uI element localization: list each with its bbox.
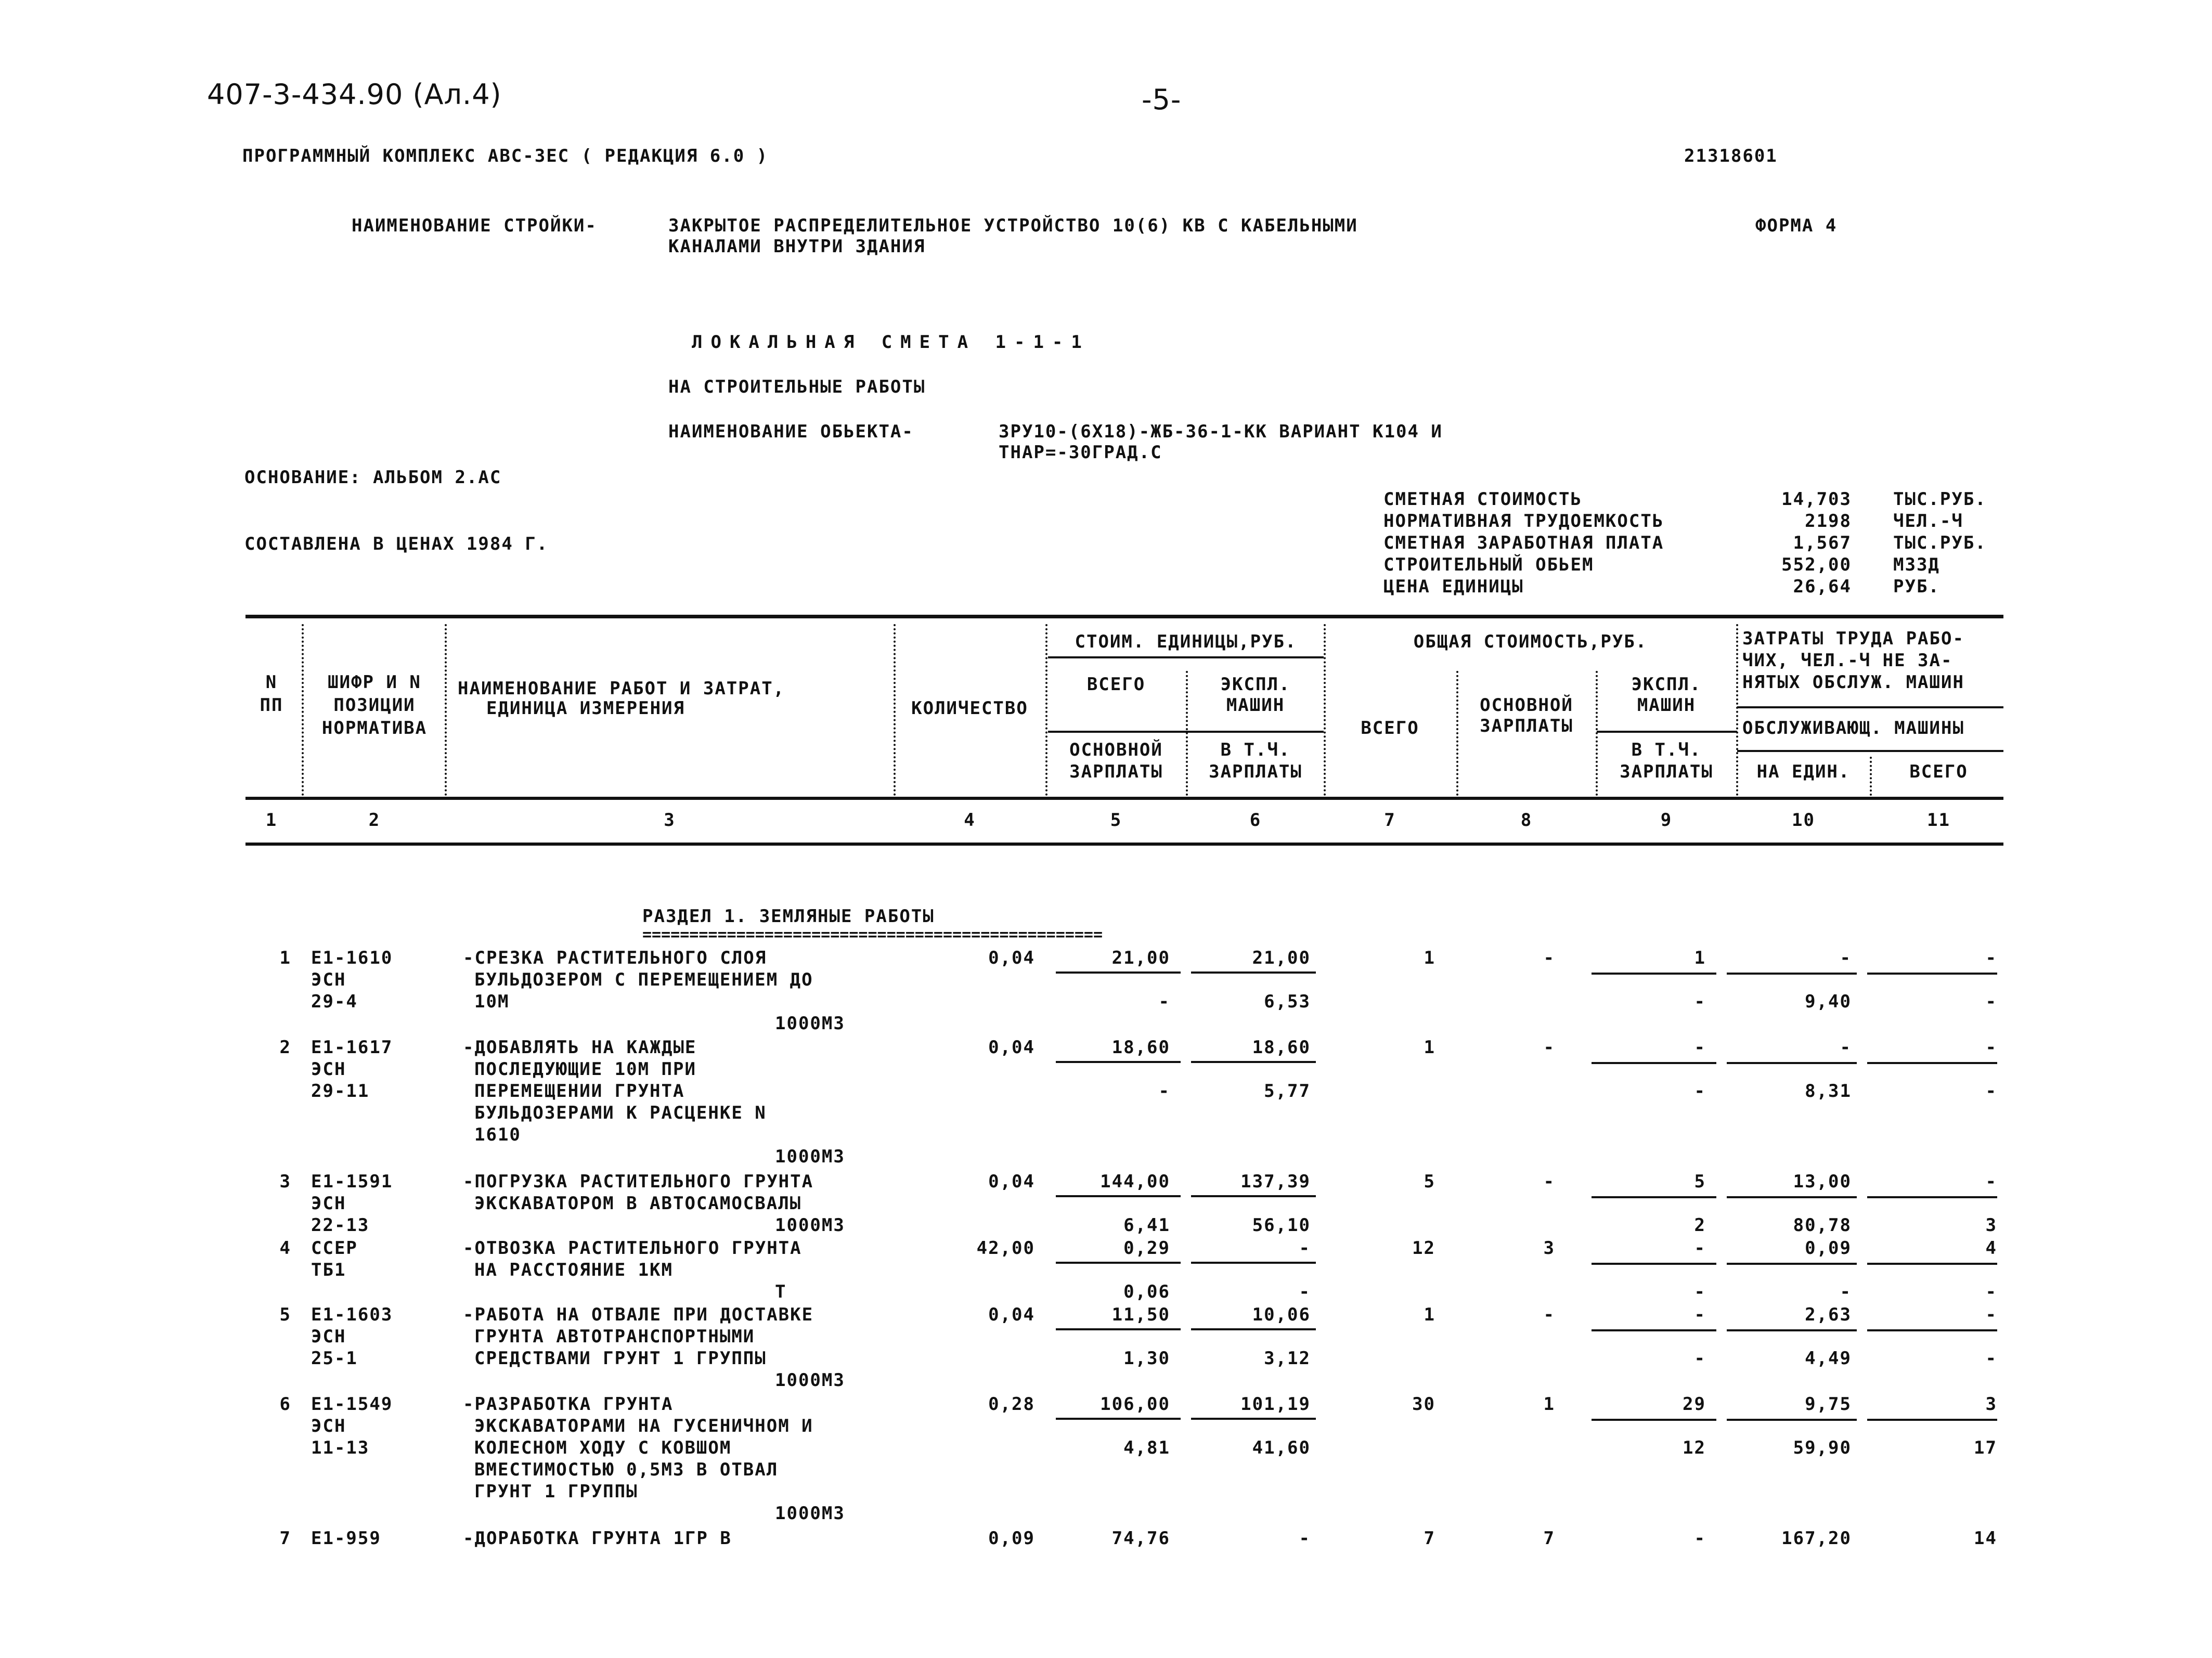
summary-value: 1,567 <box>1793 533 1852 553</box>
labor-unit: 0,09 <box>1805 1238 1852 1259</box>
total-ekspl: 1 <box>1694 948 1706 968</box>
labor-unit-service: 9,40 <box>1805 991 1852 1012</box>
row-rule <box>1592 973 1716 975</box>
row-rule <box>1191 972 1316 974</box>
total-ekspl: 29 <box>1683 1394 1706 1415</box>
labor-unit: 9,75 <box>1805 1394 1852 1415</box>
column-number: 4 <box>964 810 976 831</box>
unit-ekspl: 137,39 <box>1240 1171 1311 1192</box>
unit-vtch: - <box>1299 1281 1311 1302</box>
row-name: -ДОБАВЛЯТЬ НА КАЖДЫЕ <box>463 1037 697 1058</box>
total-ekspl: 5 <box>1694 1171 1706 1192</box>
header-labor-unit: НА ЕДИН. <box>1756 761 1851 782</box>
row-number: 6 <box>279 1394 291 1415</box>
header-name: НАИМЕНОВАНИЕ РАБОТ И ЗАТРАТ, <box>458 678 785 699</box>
row-rule <box>1191 1061 1316 1063</box>
column-number: 9 <box>1660 810 1673 831</box>
page-number: -5- <box>1142 83 1182 116</box>
rule-line <box>245 797 2003 800</box>
row-name: ГРУНТА АВТОТРАНСПОРТНЫМИ <box>474 1326 755 1347</box>
rule-line <box>245 615 2003 618</box>
header-labor: ЗАТРАТЫ ТРУДА РАБО- <box>1742 628 1964 649</box>
summary-unit: М3ЗД <box>1893 554 1940 575</box>
header-total-vtch: В Т.Ч. <box>1631 740 1702 760</box>
summary-unit: ЧЕЛ.-Ч <box>1893 511 1963 532</box>
section-underline: ================================================= <box>642 926 1103 944</box>
header-total-osn: ЗАРПЛАТЫ <box>1480 716 1573 736</box>
row-number: 5 <box>279 1304 291 1325</box>
row-code: 29-4 <box>311 991 358 1012</box>
summary-value: 552,00 <box>1781 554 1852 575</box>
page-subtitle: НА СТРОИТЕЛЬНЫЕ РАБОТЫ <box>668 377 926 397</box>
row-code: 22-13 <box>311 1215 370 1236</box>
row-code: 29-11 <box>311 1081 370 1102</box>
row-rule <box>1727 973 1857 975</box>
labor-total: 3 <box>1985 1394 1997 1415</box>
labor-total-service: - <box>1985 991 1997 1012</box>
header-labor-service: ОБСЛУЖИВАЮЩ. МАШИНЫ <box>1742 718 1964 739</box>
header-unit-total: ВСЕГО <box>1086 674 1146 695</box>
row-rule <box>1592 1196 1716 1198</box>
header-total-ekspl: МАШИН <box>1637 695 1696 716</box>
total-ekspl: - <box>1694 1528 1706 1549</box>
unit-osn: 0,06 <box>1123 1281 1170 1302</box>
labor-total: 14 <box>1974 1528 1997 1549</box>
row-quantity: 0,04 <box>988 1037 1035 1058</box>
unit-ekspl: 10,06 <box>1252 1304 1311 1325</box>
row-code: Е1-1603 <box>311 1304 393 1325</box>
row-name: ВМЕСТИМОСТЬЮ 0,5М3 В ОТВАЛ <box>474 1459 779 1480</box>
total-osn: - <box>1543 948 1555 968</box>
header-total-cost: ОБЩАЯ СТОИМОСТЬ,РУБ. <box>1413 631 1648 652</box>
unit-vtch: 5,77 <box>1264 1081 1311 1102</box>
column-separator <box>302 624 306 796</box>
row-rule <box>1592 1329 1716 1331</box>
labor-total-service: 3 <box>1985 1215 1997 1236</box>
column-number: 3 <box>664 810 676 831</box>
total-osn: - <box>1543 1304 1555 1325</box>
column-number: 7 <box>1384 810 1396 831</box>
row-rule <box>1056 1328 1181 1330</box>
row-code: ЭСН <box>311 1416 346 1436</box>
row-unit: 1000М3 <box>775 1503 845 1524</box>
summary-value: 26,64 <box>1793 576 1852 597</box>
row-rule <box>1056 1262 1181 1264</box>
row-code: Е1-959 <box>311 1528 381 1549</box>
row-name: 1610 <box>474 1124 521 1145</box>
row-rule <box>1867 973 1997 975</box>
unit-total: 0,29 <box>1123 1238 1170 1259</box>
row-number: 4 <box>279 1238 291 1259</box>
unit-ekspl: 101,19 <box>1240 1394 1311 1415</box>
row-unit: 1000М3 <box>775 1370 845 1391</box>
header-quantity: КОЛИЧЕСТВО <box>911 698 1028 719</box>
unit-osn: - <box>1158 1081 1170 1102</box>
unit-ekspl: 21,00 <box>1252 948 1311 968</box>
construction-name-line-2: КАНАЛАМИ ВНУТРИ ЗДАНИЯ <box>668 236 926 257</box>
row-rule <box>1191 1328 1316 1330</box>
column-number: 6 <box>1249 810 1262 831</box>
code-number: 21318601 <box>1684 146 1778 166</box>
unit-osn: 6,41 <box>1123 1215 1170 1236</box>
labor-unit: - <box>1840 948 1852 968</box>
row-rule <box>1727 1196 1857 1198</box>
row-rule <box>1056 972 1181 974</box>
header-labor: НЯТЫХ ОБСЛУЖ. МАШИН <box>1742 672 1964 693</box>
header-total-osn: ОСНОВНОЙ <box>1480 695 1573 716</box>
labor-unit: 167,20 <box>1781 1528 1852 1549</box>
column-separator <box>445 624 449 796</box>
header-unit-ekspl: МАШИН <box>1226 695 1285 716</box>
construction-name-line-1: ЗАКРЫТОЕ РАСПРЕДЕЛИТЕЛЬНОЕ УСТРОЙСТВО 10(6) КВ С КАБЕЛЬНЫМИ <box>668 215 1358 236</box>
row-rule <box>1056 1061 1181 1063</box>
row-name: 10М <box>474 991 510 1012</box>
rule-line <box>1597 731 1737 733</box>
row-name: ЭКСКАВАТОРОМ В АВТОСАМОСВАЛЫ <box>474 1193 802 1214</box>
total-osn: - <box>1543 1171 1555 1192</box>
row-name: БУЛЬДОЗЕРАМИ К РАСЦЕНКЕ N <box>474 1103 767 1123</box>
header-labor: ЧИХ, ЧЕЛ.-Ч НЕ ЗА- <box>1742 650 1953 671</box>
row-rule <box>1191 1418 1316 1420</box>
total-vtch: - <box>1694 1081 1706 1102</box>
unit-osn: 4,81 <box>1123 1437 1170 1458</box>
summary-label: ЦЕНА ЕДИНИЦЫ <box>1383 576 1524 597</box>
labor-unit-service: 8,31 <box>1805 1081 1852 1102</box>
total-ekspl: - <box>1694 1304 1706 1325</box>
row-code: ЭСН <box>311 1193 346 1214</box>
header-n: N <box>265 672 278 693</box>
row-rule <box>1727 1329 1857 1331</box>
header-code: ШИФР И N <box>328 672 421 693</box>
row-rule <box>1592 1263 1716 1265</box>
total-vtch: - <box>1694 1348 1706 1369</box>
row-code: Е1-1610 <box>311 948 393 968</box>
unit-osn: 1,30 <box>1123 1348 1170 1369</box>
header-unit-osn: ОСНОВНОЙ <box>1069 740 1163 760</box>
total-all: 1 <box>1424 1037 1435 1058</box>
row-number: 3 <box>279 1171 291 1192</box>
row-name: -ДОРАБОТКА ГРУНТА 1ГР В <box>463 1528 732 1549</box>
row-quantity: 0,09 <box>988 1528 1035 1549</box>
column-separator <box>1870 757 1874 796</box>
total-all: 5 <box>1424 1171 1435 1192</box>
row-rule <box>1191 1262 1316 1264</box>
total-all: 30 <box>1412 1394 1435 1415</box>
total-all: 1 <box>1424 948 1435 968</box>
row-code: ЭСН <box>311 969 346 990</box>
row-name: -РАЗРАБОТКА ГРУНТА <box>463 1394 674 1415</box>
total-osn: 1 <box>1543 1394 1555 1415</box>
total-vtch: - <box>1694 991 1706 1012</box>
header-unit-ekspl: ЭКСПЛ. <box>1220 674 1291 695</box>
row-rule <box>1727 1419 1857 1421</box>
construction-label: НАИМЕНОВАНИЕ СТРОЙКИ- <box>352 215 597 236</box>
column-number: 1 <box>265 810 278 831</box>
column-number: 2 <box>368 810 381 831</box>
labor-total-service: - <box>1985 1281 1997 1302</box>
row-number: 1 <box>279 948 291 968</box>
prices-line: СОСТАВЛЕНА В ЦЕНАХ 1984 Г. <box>244 534 549 554</box>
program-line: ПРОГРАММНЫЙ КОМПЛЕКС АВС-3ЕС ( РЕДАКЦИЯ 6.0 ) <box>242 146 769 166</box>
row-code: Е1-1591 <box>311 1171 393 1192</box>
row-rule <box>1867 1419 1997 1421</box>
row-name: -РАБОТА НА ОТВАЛЕ ПРИ ДОСТАВКЕ <box>463 1304 814 1325</box>
total-vtch: 12 <box>1683 1437 1706 1458</box>
row-rule <box>1867 1263 1997 1265</box>
total-all: 12 <box>1412 1238 1435 1259</box>
header-labor-total: ВСЕГО <box>1909 761 1968 782</box>
total-ekspl: - <box>1694 1238 1706 1259</box>
row-name: -ОТВОЗКА РАСТИТЕЛЬНОГО ГРУНТА <box>463 1238 802 1259</box>
object-label: НАИМЕНОВАНИЕ ОБЬЕКТА- <box>668 421 914 442</box>
row-name: ПОСЛЕДУЮЩИЕ 10М ПРИ <box>474 1059 696 1080</box>
summary-label: СТРОИТЕЛЬНЫЙ ОБЬЕМ <box>1383 554 1594 575</box>
row-rule <box>1056 1195 1181 1197</box>
row-number: 7 <box>279 1528 291 1549</box>
header-unit-vtch: В Т.Ч. <box>1220 740 1291 760</box>
summary-label: СМЕТНАЯ СТОИМОСТЬ <box>1383 489 1582 510</box>
row-name: -ПОГРУЗКА РАСТИТЕЛЬНОГО ГРУНТА <box>463 1171 814 1192</box>
row-name: НА РАССТОЯНИЕ 1КМ <box>474 1260 673 1280</box>
row-quantity: 0,04 <box>988 948 1035 968</box>
unit-total: 18,60 <box>1111 1037 1170 1058</box>
object-name-line-2: ТНАР=-30ГРАД.С <box>999 442 1162 463</box>
column-number: 11 <box>1927 810 1950 831</box>
section-title: РАЗДЕЛ 1. ЗЕМЛЯНЫЕ РАБОТЫ <box>642 906 935 927</box>
row-rule <box>1867 1062 1997 1064</box>
header-unit-osn: ЗАРПЛАТЫ <box>1069 761 1163 782</box>
header-total-vtch: ЗАРПЛАТЫ <box>1620 761 1713 782</box>
total-all: 7 <box>1424 1528 1435 1549</box>
row-quantity: 0,04 <box>988 1304 1035 1325</box>
row-code: Е1-1617 <box>311 1037 393 1058</box>
row-name: ЭКСКАВАТОРАМИ НА ГУСЕНИЧНОМ И <box>474 1416 813 1436</box>
summary-unit: ТЫС.РУБ. <box>1893 533 1987 553</box>
labor-unit-service: 4,49 <box>1805 1348 1852 1369</box>
unit-total: 74,76 <box>1111 1528 1170 1549</box>
header-code: ПОЗИЦИИ <box>333 695 416 716</box>
row-number: 2 <box>279 1037 291 1058</box>
unit-vtch: 56,10 <box>1252 1215 1311 1236</box>
row-rule <box>1727 1062 1857 1064</box>
total-osn: 3 <box>1543 1238 1555 1259</box>
total-ekspl: - <box>1694 1037 1706 1058</box>
row-code: Е1-1549 <box>311 1394 393 1415</box>
row-rule <box>1867 1196 1997 1198</box>
labor-total: - <box>1985 1037 1997 1058</box>
row-unit: 1000М3 <box>775 1215 845 1236</box>
total-vtch: - <box>1694 1281 1706 1302</box>
row-name: -СРЕЗКА РАСТИТЕЛЬНОГО СЛОЯ <box>463 948 767 968</box>
row-unit: 1000М3 <box>775 1013 845 1034</box>
row-rule <box>1191 1195 1316 1197</box>
unit-total: 21,00 <box>1111 948 1170 968</box>
row-code: ССЕР <box>311 1238 358 1259</box>
row-rule <box>1592 1062 1716 1064</box>
unit-total: 11,50 <box>1111 1304 1170 1325</box>
header-name: ЕДИНИЦА ИЗМЕРЕНИЯ <box>486 698 685 719</box>
labor-unit: 2,63 <box>1805 1304 1852 1325</box>
unit-total: 106,00 <box>1100 1394 1170 1415</box>
labor-total-service: - <box>1985 1081 1997 1102</box>
labor-total: - <box>1985 1171 1997 1192</box>
column-number: 10 <box>1792 810 1815 831</box>
summary-value: 2198 <box>1805 511 1852 532</box>
labor-total-service: - <box>1985 1348 1997 1369</box>
total-vtch: 2 <box>1694 1215 1706 1236</box>
row-code: ЭСН <box>311 1059 346 1080</box>
labor-total-service: 17 <box>1974 1437 1997 1458</box>
row-unit: 1000М3 <box>775 1146 845 1167</box>
unit-total: 144,00 <box>1100 1171 1170 1192</box>
row-quantity: 42,00 <box>976 1238 1035 1259</box>
row-name: ГРУНТ 1 ГРУППЫ <box>474 1481 638 1502</box>
unit-osn: - <box>1158 991 1170 1012</box>
summary-unit: ТЫС.РУБ. <box>1893 489 1987 510</box>
column-number: 5 <box>1110 810 1122 831</box>
labor-total: - <box>1985 1304 1997 1325</box>
unit-vtch: 41,60 <box>1252 1437 1311 1458</box>
rule-line <box>1737 706 2003 708</box>
labor-unit-service: 80,78 <box>1793 1215 1852 1236</box>
labor-total: - <box>1985 948 1997 968</box>
total-all: 1 <box>1424 1304 1435 1325</box>
header-n: ПП <box>260 695 283 716</box>
row-code: 11-13 <box>311 1437 370 1458</box>
row-name: БУЛЬДОЗЕРОМ С ПЕРЕМЕЩЕНИЕМ ДО <box>474 969 813 990</box>
labor-total: 4 <box>1985 1238 1997 1259</box>
row-name: ПЕРЕМЕЩЕНИИ ГРУНТА <box>474 1081 685 1102</box>
unit-ekspl: - <box>1299 1528 1311 1549</box>
labor-unit: - <box>1840 1037 1852 1058</box>
total-osn: - <box>1543 1037 1555 1058</box>
total-osn: 7 <box>1543 1528 1555 1549</box>
labor-unit: 13,00 <box>1793 1171 1852 1192</box>
row-quantity: 0,04 <box>988 1171 1035 1192</box>
form-label: ФОРМА 4 <box>1755 215 1838 236</box>
basis-line: ОСНОВАНИЕ: АЛЬБОМ 2.АС <box>244 467 502 488</box>
unit-ekspl: - <box>1299 1238 1311 1259</box>
row-unit: Т <box>775 1281 787 1302</box>
summary-value: 14,703 <box>1781 489 1852 510</box>
header-unit-vtch: ЗАРПЛАТЫ <box>1209 761 1302 782</box>
rule-line <box>245 843 2003 846</box>
summary-unit: РУБ. <box>1893 576 1940 597</box>
document-code: 407-3-434.90 (Ал.4) <box>207 78 502 111</box>
row-code: ЭСН <box>311 1326 346 1347</box>
unit-vtch: 6,53 <box>1264 991 1311 1012</box>
header-unit-cost: СТОИМ. ЕДИНИЦЫ,РУБ. <box>1075 631 1297 652</box>
row-rule <box>1592 1419 1716 1421</box>
object-name-line-1: ЗРУ10-(6Х18)-ЖБ-36-1-КК ВАРИАНТ К104 И <box>999 421 1443 442</box>
row-rule <box>1867 1329 1997 1331</box>
unit-ekspl: 18,60 <box>1252 1037 1311 1058</box>
row-name: СРЕДСТВАМИ ГРУНТ 1 ГРУППЫ <box>474 1348 767 1369</box>
column-number: 8 <box>1520 810 1533 831</box>
rule-line <box>1048 656 1324 658</box>
header-code: НОРМАТИВА <box>321 718 428 739</box>
header-total-all: ВСЕГО <box>1361 718 1419 739</box>
row-code: 25-1 <box>311 1348 358 1369</box>
unit-vtch: 3,12 <box>1264 1348 1311 1369</box>
row-quantity: 0,28 <box>988 1394 1035 1415</box>
row-code: ТБ1 <box>311 1260 346 1280</box>
rule-line <box>1737 750 2003 752</box>
row-name: КОЛЕСНОМ ХОДУ С КОВШОМ <box>474 1437 732 1458</box>
summary-label: СМЕТНАЯ ЗАРАБОТНАЯ ПЛАТА <box>1383 533 1664 553</box>
page-title: ЛОКАЛЬНАЯ СМЕТА 1-1-1 <box>692 332 1090 353</box>
header-total-ekspl: ЭКСПЛ. <box>1631 674 1702 695</box>
row-rule <box>1727 1263 1857 1265</box>
summary-label: НОРМАТИВНАЯ ТРУДОЕМКОСТЬ <box>1383 511 1664 532</box>
row-rule <box>1056 1418 1181 1420</box>
labor-unit-service: - <box>1840 1281 1852 1302</box>
labor-unit-service: 59,90 <box>1793 1437 1852 1458</box>
